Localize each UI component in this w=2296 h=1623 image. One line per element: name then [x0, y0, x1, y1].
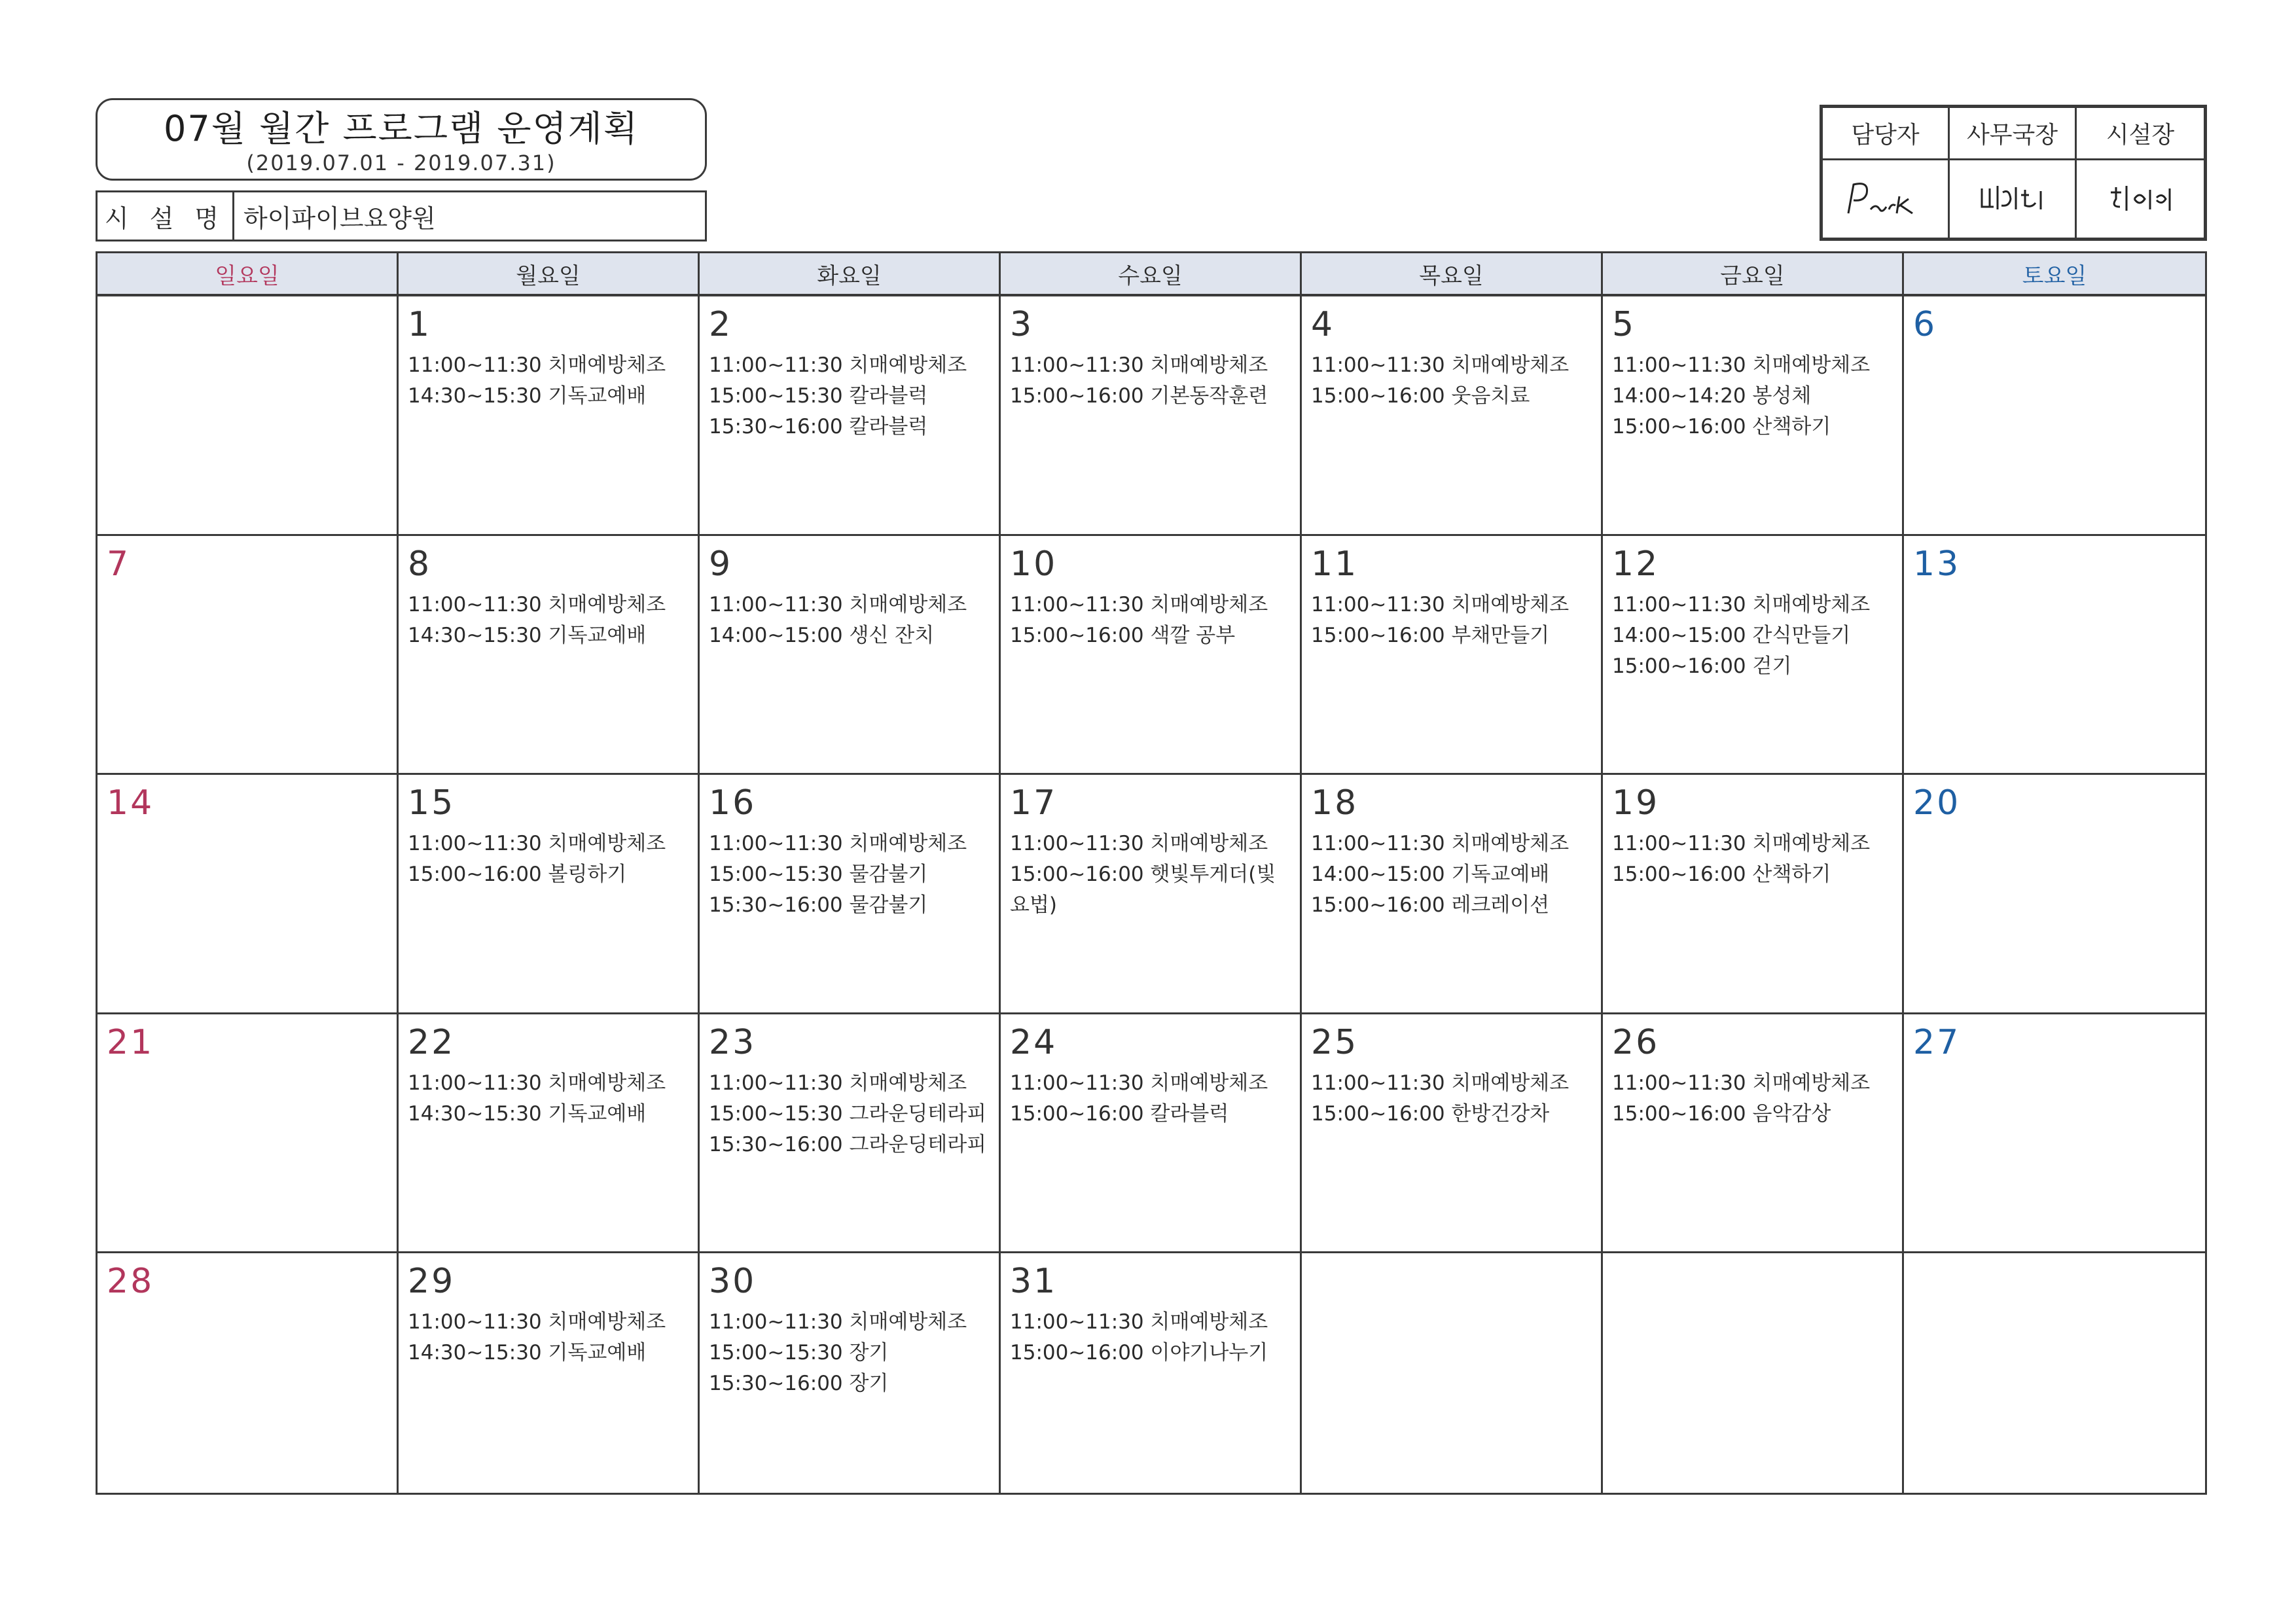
day-cell — [399, 1253, 700, 1493]
approval-label-secretary: 사무국장 — [1950, 108, 2077, 160]
day-number: 25 — [1311, 1022, 1359, 1062]
day-number: 1 — [408, 305, 432, 344]
day-cell — [700, 536, 1001, 776]
event-item: 11:00~11:30 치매예방체조 — [408, 832, 666, 856]
day-cell — [1603, 1253, 1904, 1493]
signature-secretary — [1950, 160, 2077, 238]
event-item: 11:00~11:30 치매예방체조 — [709, 592, 967, 616]
event-item: 15:00~16:00 칼라블럭 — [1010, 1101, 1229, 1126]
weekday-header-tue: 화요일 — [700, 253, 1001, 296]
day-cell — [399, 1014, 700, 1254]
day-number: 21 — [107, 1022, 154, 1062]
facility-name: 하이파이브요양원 — [243, 204, 436, 233]
event-item: 15:00~15:30 물감불기 — [709, 863, 928, 887]
weekday-header-thu: 목요일 — [1302, 253, 1603, 296]
day-number: 31 — [1010, 1262, 1058, 1302]
day-number: 24 — [1010, 1022, 1058, 1062]
day-cell — [1904, 775, 2205, 1014]
event-item: 15:30~16:00 칼라블럭 — [709, 415, 928, 438]
day-number: 19 — [1612, 783, 1660, 823]
day-number: 11 — [1311, 544, 1359, 584]
event-item: 14:30~15:30 기독교예배 — [408, 384, 647, 408]
day-number: 8 — [408, 544, 432, 584]
day-number: 4 — [1311, 305, 1335, 344]
day-number: 22 — [408, 1022, 456, 1062]
day-number: 23 — [709, 1022, 757, 1062]
event-item: 11:00~11:30 치매예방체조 — [1010, 353, 1268, 377]
day-cell — [1001, 1253, 1302, 1493]
weekday-header-wed: 수요일 — [1001, 253, 1302, 296]
event-item: 11:00~11:30 치매예방체조 — [1311, 592, 1570, 616]
event-item: 14:00~15:00 생신 잔치 — [709, 623, 935, 647]
day-cell — [1603, 775, 1904, 1014]
event-item: 15:00~16:00 이야기나누기 — [1010, 1341, 1268, 1365]
approval-label-director: 시설장 — [2077, 108, 2204, 160]
approval-label-manager: 담당자 — [1823, 108, 1950, 160]
day-cell — [1603, 1014, 1904, 1254]
day-cell — [700, 1253, 1001, 1493]
event-item: 11:00~11:30 치매예방체조 — [709, 832, 967, 856]
event-item: 11:00~11:30 치매예방체조 — [1311, 353, 1570, 377]
day-cell — [1302, 1253, 1603, 1493]
event-item: 14:30~15:30 기독교예배 — [408, 1101, 647, 1126]
day-number: 29 — [408, 1262, 456, 1302]
event-item: 15:00~16:00 산책하기 — [1612, 415, 1831, 438]
day-cell — [1904, 1253, 2205, 1493]
event-item: 14:00~14:20 봉성체 — [1612, 384, 1812, 408]
calendar-grid — [96, 251, 2207, 1495]
day-cell — [700, 296, 1001, 536]
event-item: 15:00~15:30 칼라블럭 — [709, 384, 928, 408]
event-item: 11:00~11:30 치매예방체조 — [408, 592, 666, 616]
event-item: 15:00~16:00 음악감상 — [1612, 1101, 1831, 1126]
day-cell — [1302, 296, 1603, 536]
day-cell — [399, 296, 700, 536]
day-number: 18 — [1311, 783, 1359, 823]
day-number: 10 — [1010, 544, 1058, 584]
signature-secretary-mark — [1964, 173, 2062, 225]
event-item: 11:00~11:30 치매예방체조 — [408, 1071, 666, 1095]
day-cell — [700, 775, 1001, 1014]
day-cell — [1001, 775, 1302, 1014]
day-cell — [1302, 1014, 1603, 1254]
day-cell — [1603, 296, 1904, 536]
day-cell — [1904, 1014, 2205, 1254]
weekday-header-sun: 일요일 — [98, 253, 399, 296]
day-cell — [399, 536, 700, 776]
event-item: 11:00~11:30 치매예방체조 — [709, 1071, 967, 1095]
event-item: 11:00~11:30 치매예방체조 — [1612, 353, 1871, 377]
signature-director-mark — [2091, 173, 2189, 225]
event-item: 15:00~16:00 색깔 공부 — [1010, 623, 1236, 647]
signature-manager-mark — [1837, 173, 1935, 225]
event-item: 11:00~11:30 치매예방체조 — [1010, 592, 1268, 616]
event-item: 11:00~11:30 치매예방체조 — [408, 1310, 666, 1334]
day-cell — [1603, 536, 1904, 776]
day-number: 7 — [107, 544, 131, 584]
signature-director — [2077, 160, 2204, 238]
event-item: 11:00~11:30 치매예방체조 — [709, 353, 967, 377]
event-item: 15:00~16:00 웃음치료 — [1311, 384, 1530, 408]
weekday-header-fri: 금요일 — [1603, 253, 1904, 296]
day-cell — [1904, 536, 2205, 776]
event-item: 15:00~16:00 산책하기 — [1612, 863, 1831, 887]
day-number: 20 — [1913, 783, 1961, 823]
day-number: 27 — [1913, 1022, 1961, 1062]
event-item: 15:00~15:30 그라운딩테라피 — [709, 1101, 987, 1126]
event-item: 11:00~11:30 치매예방체조 — [408, 353, 666, 377]
facility-label: 시 설 명 — [98, 192, 234, 240]
weekday-header-sat: 토요일 — [1904, 253, 2205, 296]
day-cell — [98, 775, 399, 1014]
day-cell — [1001, 536, 1302, 776]
event-item: 11:00~11:30 치매예방체조 — [1612, 1071, 1871, 1095]
event-item: 15:00~16:00 햇빛투게더(빛요법) — [1010, 863, 1276, 918]
signature-manager — [1823, 160, 1950, 238]
day-number: 14 — [107, 783, 154, 823]
day-number: 5 — [1612, 305, 1636, 344]
day-number: 13 — [1913, 544, 1961, 584]
day-number: 16 — [709, 783, 757, 823]
event-item: 15:00~16:00 걷기 — [1612, 654, 1792, 678]
event-item: 15:00~16:00 부채만들기 — [1311, 623, 1550, 647]
event-item: 11:00~11:30 치매예방체조 — [1612, 832, 1871, 856]
event-item: 14:30~15:30 기독교예배 — [408, 623, 647, 647]
event-item: 15:00~16:00 한방건강차 — [1311, 1101, 1550, 1126]
event-item: 11:00~11:30 치매예방체조 — [709, 1310, 967, 1334]
event-item: 11:00~11:30 치매예방체조 — [1612, 592, 1871, 616]
event-item: 11:00~11:30 치매예방체조 — [1311, 1071, 1570, 1095]
event-item: 15:30~16:00 장기 — [709, 1372, 889, 1396]
day-number: 3 — [1010, 305, 1034, 344]
event-item: 14:00~15:00 기독교예배 — [1311, 863, 1550, 887]
event-item: 11:00~11:30 치매예방체조 — [1010, 832, 1268, 856]
day-number: 12 — [1612, 544, 1660, 584]
period-range: (2019.07.01 - 2019.07.31) — [246, 151, 556, 175]
day-cell — [1001, 296, 1302, 536]
approval-box — [1820, 105, 2207, 241]
day-cell — [98, 1253, 399, 1493]
day-cell — [700, 1014, 1001, 1254]
event-item: 11:00~11:30 치매예방체조 — [1010, 1310, 1268, 1334]
event-item: 15:00~16:00 기본동작훈련 — [1010, 384, 1268, 408]
day-number: 26 — [1612, 1022, 1660, 1062]
day-number: 28 — [107, 1262, 154, 1302]
event-item: 15:00~16:00 볼링하기 — [408, 863, 627, 887]
event-item: 15:00~16:00 레크레이션 — [1311, 893, 1550, 918]
day-cell — [1904, 296, 2205, 536]
day-cell — [1001, 1014, 1302, 1254]
day-cell — [1302, 536, 1603, 776]
event-item: 15:00~15:30 장기 — [709, 1341, 889, 1365]
event-item: 11:00~11:30 치매예방체조 — [1311, 832, 1570, 856]
title-box — [96, 98, 707, 181]
page-title: 07월 월간 프로그램 운영계획 — [163, 108, 639, 149]
weekday-header-mon: 월요일 — [399, 253, 700, 296]
day-number: 6 — [1913, 305, 1937, 344]
day-cell — [98, 1014, 399, 1254]
event-item: 15:30~16:00 그라운딩테라피 — [709, 1132, 987, 1156]
event-item: 15:30~16:00 물감불기 — [709, 893, 928, 918]
day-number: 17 — [1010, 783, 1058, 823]
day-cell — [1302, 775, 1603, 1014]
day-cell — [98, 536, 399, 776]
day-number: 2 — [709, 305, 733, 344]
event-item: 11:00~11:30 치매예방체조 — [1010, 1071, 1268, 1095]
day-number: 9 — [709, 544, 733, 584]
day-cell — [98, 296, 399, 536]
day-number: 15 — [408, 783, 456, 823]
day-cell — [399, 775, 700, 1014]
day-number: 30 — [709, 1262, 757, 1302]
event-item: 14:30~15:30 기독교예배 — [408, 1341, 647, 1365]
event-item: 14:00~15:00 간식만들기 — [1612, 623, 1851, 647]
facility-row — [96, 190, 707, 241]
